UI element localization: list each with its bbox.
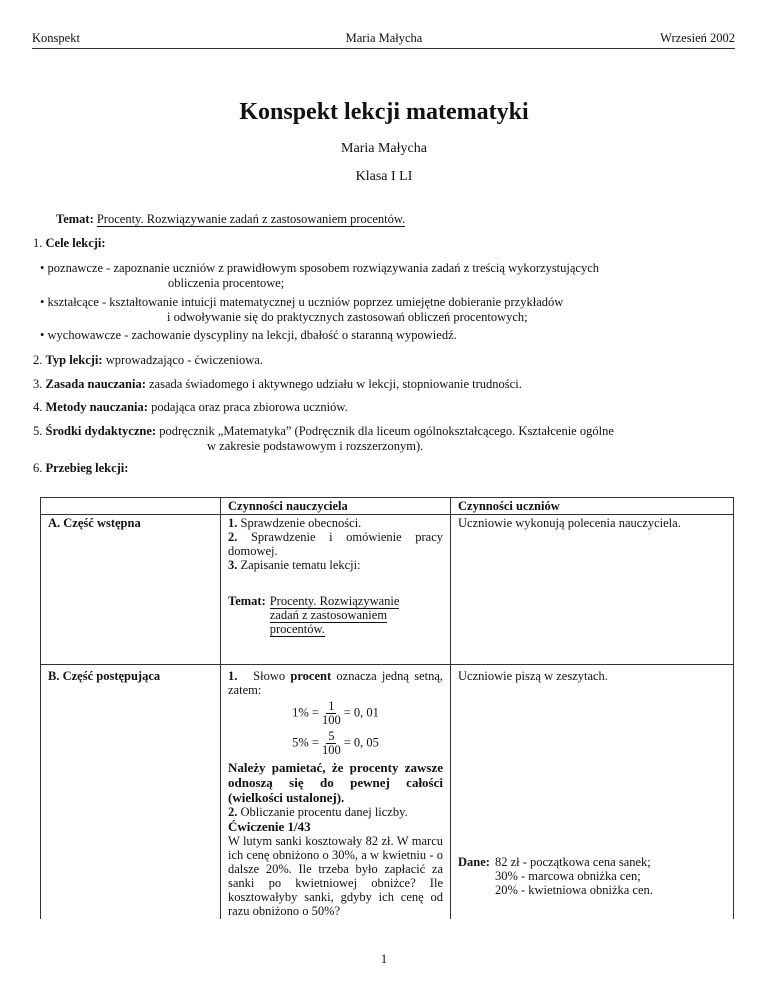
equation: 5% = $\frac{5}{100}$ = 0, 05: [292, 729, 379, 757]
section-4: 4. Metody nauczania: podająca oraz praca zbiorowa uczniów.: [33, 400, 348, 414]
row-label: B. Część postępująca: [48, 669, 161, 683]
goal-item-cont: i odwoływanie się do praktycznych zastosowań obliczeń procentowych;: [167, 310, 528, 324]
table-row: [41, 515, 734, 665]
class-name: Klasa I LI: [355, 169, 413, 184]
goal-item-cont: obliczenia procentowe;: [168, 276, 285, 290]
page-number: 1: [380, 952, 388, 966]
exercise-text: W lutym sanki kosztowały 82 zł. W marcu ich cenę obniżono o 30%, a w kwietniu - o dalsze 20%. Ile trzeba było zapłacić za sanki po kwietniowej obniżce? Ile kosztowałyby sanki, gdyby ich cenę od razu obniżono o 50%?: [228, 834, 443, 918]
note: Należy pamietać, że procenty zawsze odnoszą się do pewnej całości (wielkości ustalonej).: [228, 760, 443, 805]
topic: [56, 212, 405, 227]
table-header-row: [41, 498, 734, 515]
running-header-center: Maria Małycha: [345, 31, 423, 45]
goal-item: • kształcące - kształtowanie intuicji matematycznej u uczniów poprzez umiejętne dobieranie przykładów: [40, 295, 564, 309]
students-cell: Uczniowie piszą w zeszytach. Dane: 82 zł - początkowa cena sanek; 30% - marcowa obniżka cen; 20% - kwietniowa obniżka cen.: [451, 665, 734, 920]
author: Maria Małycha: [341, 141, 427, 156]
section-5: 5. Środki dydaktyczne: podręcznik „Matematyka” (Podręcznik dla liceum ogólnokształcącego. Kształcenie ogólne: [33, 424, 614, 438]
section-1: 1. Cele lekcji:: [33, 236, 106, 250]
goal-item: • wychowawcze - zachowanie dyscypliny na lekcji, dbałość o staranną wypowiedź.: [40, 328, 457, 342]
topic-text: Procenty. Rozwiązywanie zadań z zastosowaniem procentów.: [96, 212, 406, 226]
students-cell: Uczniowie wykonują polecenia nauczyciela.: [451, 515, 734, 665]
section-2: 2. Typ lekcji: wprowadzająco - ćwiczeniowa.: [33, 353, 263, 367]
section-6: 6. Przebieg lekcji:: [33, 461, 129, 475]
inner-topic: Temat: Procenty. Rozwiązywanie zadań z zastosowaniem procentów.: [228, 594, 400, 636]
equation: 1% = $\frac{1}{100}$ = 0, 01: [292, 699, 379, 727]
exercise-title: Ćwiczenie 1/43: [228, 819, 311, 834]
document-title: Konspekt lekcji matematyki: [239, 99, 529, 125]
header-rule: [32, 48, 735, 49]
section-5-cont: w zakresie podstawowym i rozszerzonym).: [207, 439, 424, 453]
row-label: A. Część wstępna: [48, 516, 141, 530]
teacher-cell: 1. Sprawdzenie obecności. 2. Sprawdzenie i omówienie pracy domowej. 3. Zapisanie tematu lekcji: Temat: Procenty. Rozwiązywanie zadań z zastosowaniem procentów.: [221, 515, 451, 665]
running-header-right: Wrzesień 2002: [660, 31, 735, 45]
topic-label: Temat:: [56, 212, 94, 226]
goal-item: • poznawcze - zapoznanie uczniów z prawidłowym sposobem rozwiązywania zadań z treścią wykorzystujących: [40, 261, 600, 275]
header-students: Czynności uczniów: [458, 499, 560, 513]
section-3: 3. Zasada nauczania: zasada świadomego i aktywnego udziału w lekcji, stopniowanie trudności.: [33, 377, 522, 391]
lesson-table: [40, 497, 734, 919]
header-teacher: Czynności nauczyciela: [228, 499, 348, 513]
running-header-left: Konspekt: [32, 31, 80, 45]
table-row: [41, 665, 734, 920]
teacher-cell: 1. Słowo procent oznacza jedną setną, zatem: 1% = $\frac{1}{100}$ = 0, 01 5% = $\frac{5}{100}$ = 0, 05 Należy pamietać, że procenty zawsze odnoszą się do pewnej całości (wielkości ustalonej). 2. Obliczanie procentu danej liczby. Ćwiczenie 1/43 W lutym sanki kosztowały 82 zł. W marcu ich cenę obniżono o 30%, a w kwietniu - o dalsze 20%. Ile trzeba było zapłacić za sanki po kwietniowej obniżce? Ile kosztowałyby sanki, gdyby ich cenę od razu obniżono o 50%?: [221, 665, 451, 920]
given-data: Dane: 82 zł - początkowa cena sanek; 30% - marcowa obniżka cen; 20% - kwietniowa obniżka cen.: [458, 855, 653, 897]
